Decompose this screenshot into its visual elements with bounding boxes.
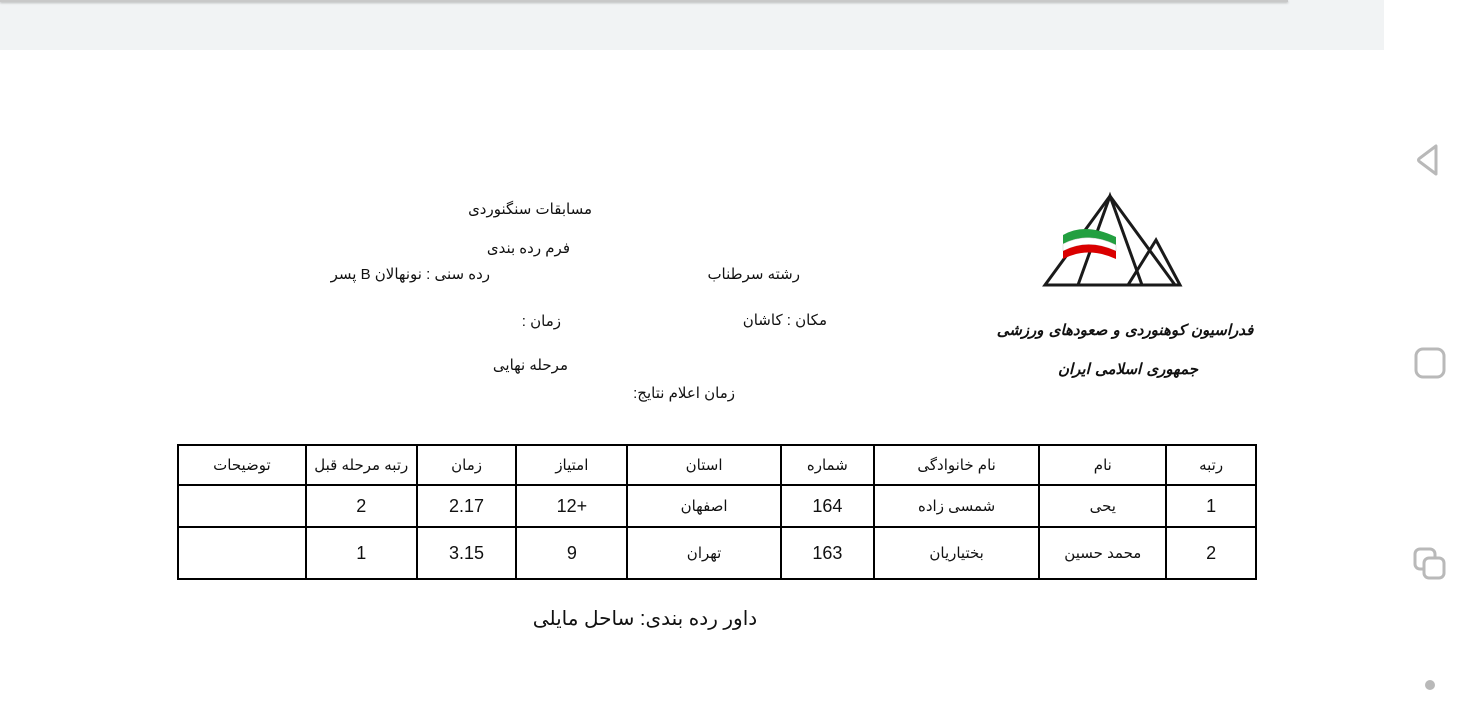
cell-time: 3.15 xyxy=(417,527,517,579)
header-rank: رتبه xyxy=(1166,445,1256,485)
cell-previous-rank: 2 xyxy=(306,485,417,527)
header-previous-rank: رتبه مرحله قبل xyxy=(306,445,417,485)
header-score: امتیاز xyxy=(516,445,627,485)
logo-line-2: جمهوری اسلامی ایران xyxy=(1057,360,1199,378)
viewer-top-bar xyxy=(0,0,1384,50)
cell-first-name: محمد حسین xyxy=(1039,527,1166,579)
cell-number: 164 xyxy=(781,485,874,527)
header-notes: توضیحات xyxy=(178,445,306,485)
cell-last-name: شمسی زاده xyxy=(874,485,1040,527)
results-announcement-time: زمان اعلام نتایج: xyxy=(633,385,735,402)
form-name: فرم رده بندی xyxy=(486,240,570,257)
cell-rank: 2 xyxy=(1166,527,1256,579)
dot-icon[interactable] xyxy=(1412,667,1448,703)
results-table xyxy=(177,444,1257,580)
header-first-name: نام xyxy=(1039,445,1166,485)
competition-title: مسابقات سنگنوردی xyxy=(468,201,592,218)
cell-notes xyxy=(178,485,306,527)
referee-signature-line: داور رده بندی: ساحل مایلی xyxy=(532,608,758,630)
cell-province: اصفهان xyxy=(627,485,781,527)
logo-line-1: فدراسیون کوهنوردی و صعودهای ورزشی xyxy=(996,321,1254,339)
recents-icon[interactable] xyxy=(1412,546,1448,582)
header-time: زمان xyxy=(417,445,517,485)
home-icon[interactable] xyxy=(1412,345,1448,381)
header-number: شماره xyxy=(781,445,874,485)
header-last-name: نام خانوادگی xyxy=(874,445,1040,485)
cell-notes xyxy=(178,527,306,579)
back-icon[interactable] xyxy=(1412,142,1448,178)
cell-previous-rank: 1 xyxy=(306,527,417,579)
cell-rank: 1 xyxy=(1166,485,1256,527)
table-header-row xyxy=(178,445,1256,485)
cell-number: 163 xyxy=(781,527,874,579)
table-row xyxy=(178,485,1256,527)
discipline: رشته سرطناب xyxy=(707,266,800,283)
cell-score: 9 xyxy=(516,527,627,579)
table-row xyxy=(178,527,1256,579)
cell-score: +12 xyxy=(516,485,627,527)
location: مکان : کاشان xyxy=(742,312,827,329)
age-group: رده سنی : نونهالان B پسر xyxy=(330,266,490,283)
cell-last-name: بختیاریان xyxy=(874,527,1040,579)
cell-first-name: یحی xyxy=(1039,485,1166,527)
cell-province: تهران xyxy=(627,527,781,579)
header-province: استان xyxy=(627,445,781,485)
top-bar-edge xyxy=(0,0,1288,2)
time-label: زمان : xyxy=(521,313,561,330)
stage: مرحله نهایی xyxy=(492,357,568,374)
federation-logo xyxy=(996,190,1254,395)
cell-time: 2.17 xyxy=(417,485,517,527)
